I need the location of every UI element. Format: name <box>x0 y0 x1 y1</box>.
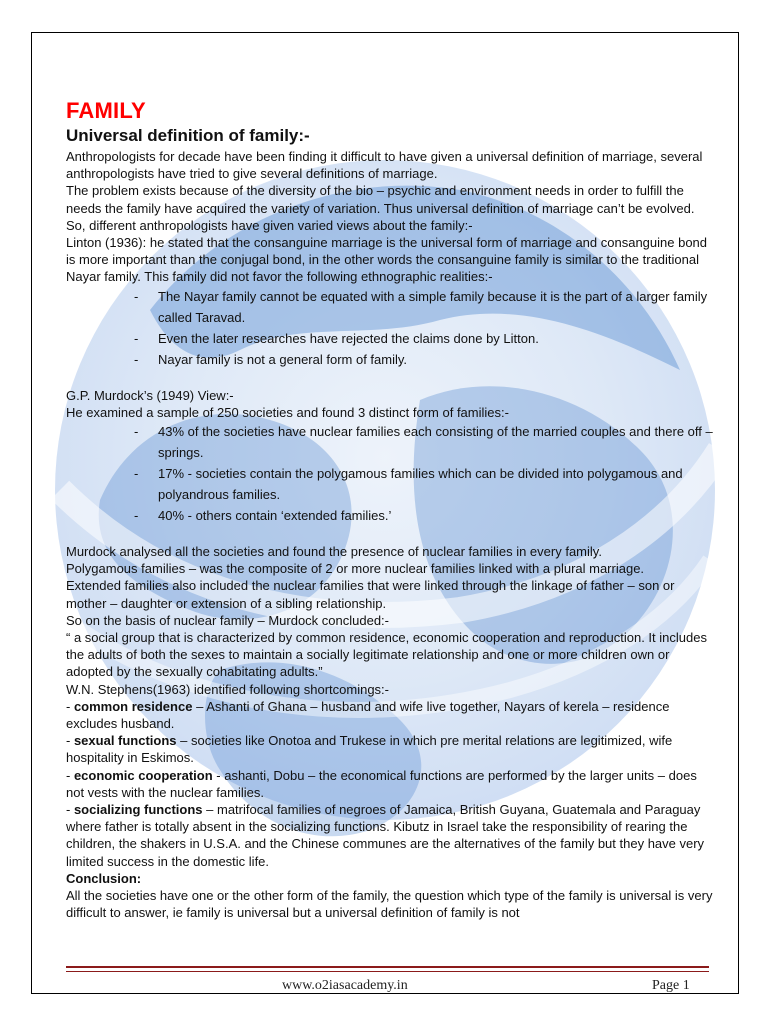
analysis-paragraph: W.N. Stephens(1963) identified following shortcomings:- <box>66 681 389 697</box>
list-item: - 40% - others contain ‘extended families.’ <box>134 508 392 524</box>
conclusion-paragraph: All the societies have one or the other form of the family, the question which type of the family is universal is very difficult to answer, ie family is universal but a universal definition of family is not <box>66 888 713 921</box>
shortcoming-item: - sexual functions – societies like Onotoa and Trukese in which pre merital relations are legitimized, wife hospitality in Eskimos. <box>66 733 673 766</box>
shortcoming-term: common residence <box>73 698 193 714</box>
definition-quote: “ a social group that is characterized by common residence, economic cooperation and reproduction. It includes the adults of both the sexes to maintain a socially legitimate relationship and one or more children own or adopted by the sexually cohabitating adults.” <box>66 630 707 680</box>
list-item: - 17% - societies contain the polygamous families which can be divided into polygamous and polyandrous families. <box>134 466 683 503</box>
intro-paragraph: Anthropologists for decade have been finding it difficult to have given a universal definition of marriage, several anthropologists have tried to give several definitions of marriage. <box>66 149 703 182</box>
shortcoming-item: - common residence – Ashanti of Ghana – husband and wife live together, Nayars of kerela – residence excludes husband. <box>66 698 670 732</box>
footer-rule <box>66 971 709 972</box>
footer-website: www.o2iasacademy.in <box>282 978 408 993</box>
shortcoming-item: - socializing functions – matrifocal families of negroes of Jamaica, British Guyana, Guatemala and Paraguay where father is totally absent in the socializing functions. Kibutz in Israel take the responsibility of rearing the children, the shakers in U.S.A. and the Chinese communes are the alternatives of the family but they have very limited success in the domestic life. <box>66 802 705 869</box>
shortcoming-term: socializing functions <box>73 802 203 818</box>
intro-paragraph: The problem exists because of the diversity of the bio – psychic and environment needs in order to fulfill the needs the family have acquired the variety of variation. Thus universal definition of marriage can’t be evolved. <box>66 183 695 216</box>
list-item: - Even the later researches have rejected the claims done by Litton. <box>134 330 539 346</box>
linton-bullet-list <box>66 286 716 370</box>
list-item: - Nayar family is not a general form of family. <box>134 351 408 367</box>
section-subtitle: Universal definition of family:- <box>66 126 310 145</box>
analysis-paragraph: Extended families also included the nuclear families that were linked through the linkage of father – son or mother – daughter or extension of a sibling relationship. <box>66 578 675 611</box>
intro-paragraph: Linton (1936): he stated that the consanguine marriage is the universal form of marriage and consanguine bond is more important than the conjugal bond, in the other words the consanguine family is similar to the traditional Nayar family. This family did not favor the following ethnographic realities:- <box>66 235 708 285</box>
shortcoming-term: economic cooperation <box>73 767 213 783</box>
intro-paragraph: So, different anthropologists have given varied views about the family:- <box>66 217 473 233</box>
document-body <box>66 98 716 922</box>
murdock-bullet-list <box>66 421 716 526</box>
shortcoming-item: - economic cooperation - ashanti, Dobu – the economical functions are performed by the larger units – does not vests with the nuclear families. <box>66 767 697 800</box>
page-number: Page 1 <box>652 978 690 993</box>
murdock-heading: G.P. Murdock’s (1949) View:- <box>66 387 234 403</box>
analysis-paragraph: So on the basis of nuclear family – Murdock concluded:- <box>66 612 390 628</box>
analysis-paragraph: Polygamous families – was the composite of 2 or more nuclear families linked with a plural marriage. <box>66 561 645 577</box>
list-item: - 43% of the societies have nuclear families each consisting of the married couples and there off – springs. <box>134 424 713 461</box>
page-title: FAMILY <box>66 98 146 123</box>
footer-rule <box>66 966 709 968</box>
murdock-lead: He examined a sample of 250 societies and found 3 distinct form of families:- <box>66 404 509 420</box>
analysis-paragraph: Murdock analysed all the societies and found the presence of nuclear families in every family. <box>66 544 602 560</box>
shortcoming-term: sexual functions <box>73 733 177 749</box>
list-item: - The Nayar family cannot be equated with a simple family because it is the part of a larger family called Taravad. <box>134 288 708 325</box>
conclusion-heading: Conclusion: <box>66 870 142 886</box>
